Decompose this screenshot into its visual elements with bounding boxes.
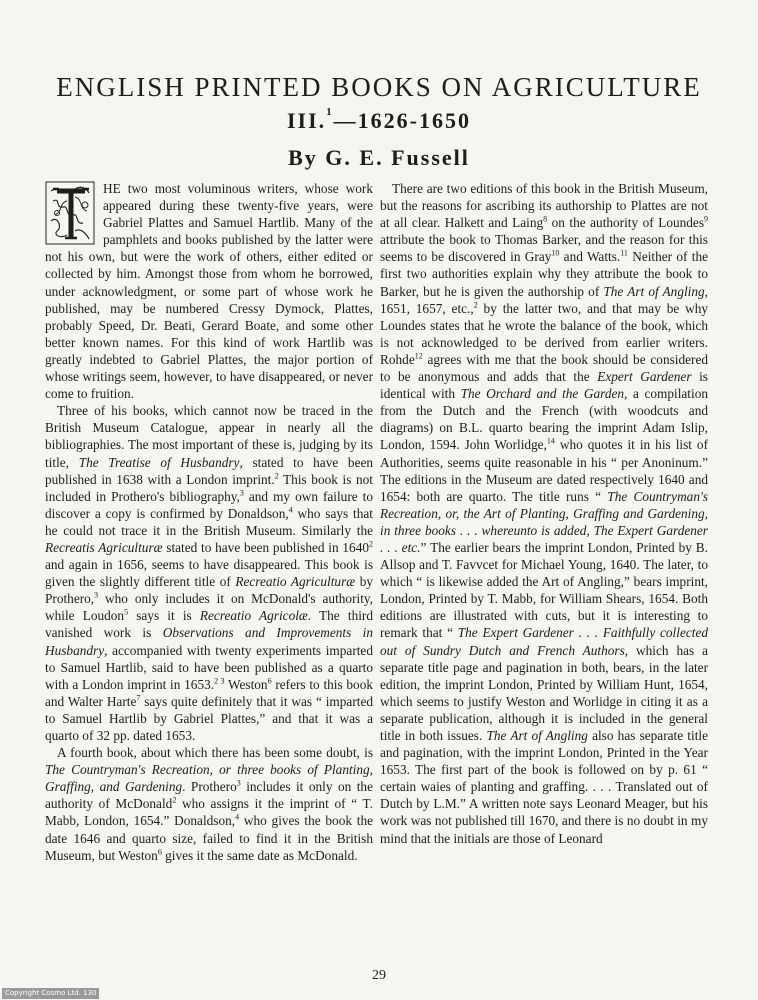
paragraph: HE two most voluminous writers, whose work appeared during these twenty-five years, were Gabriel Plattes and Samuel Hartlib. Many of the pamphlets and books published by the latter were not his own, but were the work of others, either edited or collected by him. Amongst those from whom he borrowed, under acknowledgment, or some part of whose work he published, may be numbered Cressy Dymock, Plattes, probably Speed, Dr. Beati, Gerard Boate, and some other better known names. For this kind of work Hartlib was greatly indebted to Gabriel Plattes, the major portion of whose writings seem, however, to have disappeared, or never come to fruition. [45, 181, 373, 402]
footnote-ref: 11 [620, 248, 628, 258]
footnote-ref: 3 [239, 488, 244, 498]
footnote-ref: 2 3 [214, 676, 225, 686]
footnote-ref: 4 [288, 505, 293, 515]
paragraph: A fourth book, about which there has been some doubt, is The Countryman's Recreation, or three books of Planting, Graffing, and Gardening. Prothero$^3$ includes it only on the authority of McDonald$^2$ who assigns it the imprint of “ T. Mabb, London, 1654.” Donaldson,$^4$ who gives the book the date 1646 and quarto size, failed to find it in the British Museum, but Weston$^6$ gives it the same date as McDonald. [45, 745, 373, 863]
page-number: 29 [372, 968, 386, 983]
paragraph: There are two editions of this book in the British Museum, but the reasons for ascribing its authorship to Plattes are not at all clear. Halkett and Laing$^8$ on the authority of Loundes$^9$ attribute the book to Thomas Barker, and the reason for this seems to be discovered in Gray$^{10}$ and Watts.$^{11}$ Neither of the first two authorities explain why they attribute the book to Barker, but he is given the authorship of The Art of Angling, 1651, 1657, etc.,$^2$ by the latter two, and that may be why Loundes states that he wrote the balance of the book, which is not acknowledged to be derived from earlier writers. Rohde$^{12}$ agrees with me that the book should be considered to be anonymous and adds that the Expert Gardener is identical with The Orchard and the Garden, a compilation from the Dutch and the French (with woodcuts and diagrams) on B.L. quarto bearing the imprint Adam Islip, London, 1594. John Worlidge,$^{14}$ who quotes it in his list of Authorities, seems quite reasonable in his “ per Anoninum.” The editions in the Museum are dated respectively 1640 and 1654: both are quarto. The title runs “ The Countryman's Recreation, or, the Art of Planting, Graffing and Gardening, in three books . . . whereunto is added, The Expert Gardener . . . etc.” The earlier bears the imprint London, Printed by B. Allsop and T. Favvcet for Michael Young, 1640. The later, to which “ is likewise added the Art of Angling,” bears imprint, London, Printed by T. Mabb, for William Shears, 1654. Both editions are illustrated with cuts, but it is interesting to remark that “ The Expert Gardener . . . Faithfully collected out of Sundry Dutch and French Authors, which has a separate title page and pagination in both, bears, in the later edition, the imprint London, Printed by William Hunt, 1654, which seems to justify Weston and Worlidge in citing it as a separate publication, although it is included in the general title in both issues. The Art of Angling also has separate title and pagination, with the imprint London, Printed in the Year 1653. The first part of the book is followed on by p. 61 “ certain waies of planting and graffing. . . . Translated out of Dutch by L.M.” A written note says Leonard Meager, but his work was not published till 1670, and there is no doubt in my mind that the initials are those of Leonard [380, 181, 709, 846]
part-number: III. [286, 108, 327, 133]
footnote-ref: 9 [704, 214, 708, 224]
footnote-ref: 3 [236, 778, 241, 788]
footnote-ref: 2 [172, 795, 177, 805]
footnote-ref: 10 [551, 248, 560, 258]
ornamental-dropcap-T-icon [45, 181, 95, 245]
footnote-ref: 2 [274, 471, 279, 481]
year-range: —1626-1650 [333, 108, 471, 133]
footnote-ref: 5 [124, 607, 129, 617]
footnote-ref: 6 [267, 676, 272, 686]
copyright-watermark: Copyright Cosmo Ltd. 130 [2, 988, 99, 999]
article-title: ENGLISH PRINTED BOOKS ON AGRICULTURE [56, 72, 702, 102]
dropcap-ornament [45, 181, 95, 245]
footnote-ref: 6 [157, 847, 162, 857]
paragraph: Three of his books, which cannot now be traced in the British Museum Catalogue, appear in nearly all the bibliographies. The most important of these is, judging by its title, The Treatise of Husbandry, stated to have been published in 1638 with a London imprint.$^2$ This book is not included in Prothero's bibliography,$^3$ and my own failure to discover a copy is confirmed by Donaldson,$^4$ who says that he could not trace it in the British Museum. Similarly the Recreatis Agriculturæ stated to have been published in 1640$^2$ and again in 1656, seems to have disappeared. This book is given the slightly different title of Recreatio Agriculturæ by Prothero,$^3$ who only includes it on McDonald's authority, while Loudon$^5$ says it is Recreatio Agricolæ. The third vanished work is Observations and Improvements in Husbandry, accompanied with twenty experiments imparted to Samuel Hartlib, said to have been published as a quarto with a London imprint in 1653.$^{2 3}$ Weston$^6$ refers to this book and Walter Harte$^7$ says quite definitely that it was “ imparted to Samuel Hartlib by Gabriel Plattes,” and that it was a quarto of 32 pp. dated 1653. [45, 403, 374, 743]
footnote-ref: 3 [94, 590, 99, 600]
footnote-ref: 7 [136, 693, 141, 703]
footnote-ref: 12 [414, 351, 423, 361]
footnote-ref: 2 [473, 300, 478, 310]
author-byline: By G. E. Fussell [288, 145, 470, 170]
article-subtitle [0, 108, 758, 134]
left-column [45, 180, 373, 864]
footnote-ref: 2 [369, 539, 373, 549]
footnote-ref: 1 [326, 106, 334, 118]
footnote-ref: 14 [546, 436, 555, 446]
footnote-ref: 4 [235, 813, 240, 823]
footnote-ref: 8 [543, 214, 548, 224]
right-column [380, 180, 708, 847]
